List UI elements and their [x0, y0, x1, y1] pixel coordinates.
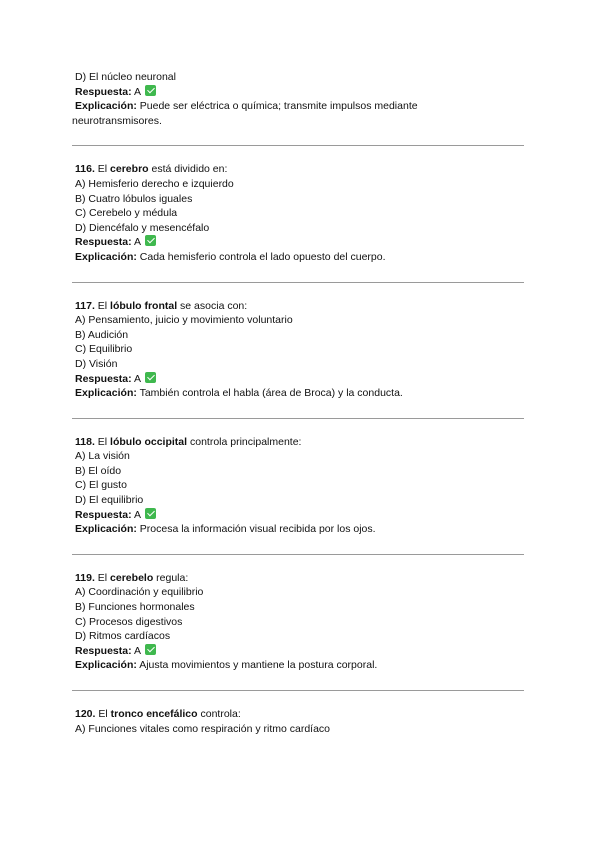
question-pre: El: [97, 299, 108, 312]
option-d: D) Diencéfalo y mesencéfalo: [75, 221, 210, 234]
question-pre: El: [97, 571, 108, 584]
explanation-text: Puede ser eléctrica o química; transmite impulsos mediante: [139, 100, 418, 113]
explanation-text: También controla el habla (área de Broca) y la conducta.: [139, 387, 403, 400]
option-c: C) Cerebelo y médula: [75, 207, 178, 220]
answer-line: [72, 644, 524, 659]
answer-label: Respuesta:: [75, 85, 132, 98]
explanation-line: [72, 386, 524, 401]
option-d: D) Visión: [75, 357, 118, 370]
option-a: A) Funciones vitales como respiración y ritmo cardíaco: [75, 722, 331, 735]
question-number: 117.: [75, 299, 95, 312]
option-a: A) Hemisferio derecho e izquierdo: [75, 177, 234, 190]
question-120: [72, 707, 524, 736]
question-118: [72, 435, 524, 537]
check-icon: [145, 644, 156, 655]
explanation-label: Explicación:: [75, 523, 137, 536]
question-119: [72, 571, 524, 673]
explanation-label: Explicación:: [75, 387, 137, 400]
option-b: B) Cuatro lóbulos iguales: [75, 192, 193, 205]
option-b: B) Audición: [75, 328, 129, 341]
question-post: está dividido en:: [151, 163, 228, 176]
question-title: [72, 299, 524, 314]
question-title: [72, 435, 524, 450]
question-pre: El: [97, 435, 108, 448]
answer-label: Respuesta:: [75, 508, 132, 521]
explanation-line: [72, 250, 524, 265]
answer-value: A: [133, 236, 141, 249]
explanation-label: Explicación:: [75, 250, 137, 263]
option-a: A) La visión: [75, 450, 130, 463]
option-c: C) Procesos digestivos: [75, 615, 183, 628]
option-a: A) Pensamiento, juicio y movimiento voluntario: [75, 314, 293, 327]
explanation-text: Cada hemisferio controla el lado opuesto del cuerpo.: [139, 250, 386, 263]
check-icon: [145, 508, 156, 519]
question-term: cerebelo: [110, 571, 154, 584]
explanation-label: Explicación:: [75, 100, 137, 113]
question-pre: El: [98, 708, 108, 720]
option-b: B) Funciones hormonales: [75, 601, 195, 614]
question-post: controla principalmente:: [189, 435, 302, 448]
question-post: se asocia con:: [180, 299, 248, 312]
question-title: [72, 707, 524, 722]
question-title: [72, 571, 524, 586]
explanation-line: [72, 658, 524, 673]
check-icon: [145, 235, 156, 246]
question-number: 116.: [75, 163, 95, 176]
option-c: C) Equilibrio: [75, 343, 133, 356]
answer-value: A: [133, 644, 141, 657]
question-title: [72, 162, 524, 177]
question-term: tronco encefálico: [110, 708, 198, 720]
question-117: [72, 299, 524, 401]
check-icon: [145, 85, 156, 96]
option-d: D) El equilibrio: [75, 494, 144, 507]
answer-label: Respuesta:: [75, 644, 132, 657]
explanation-text: Ajusta movimientos y mantiene la postura corporal.: [139, 659, 378, 672]
answer-value: A: [133, 85, 141, 98]
explanation-line: [72, 99, 524, 114]
option-b: B) El oído: [75, 464, 122, 477]
question-116: [72, 162, 524, 264]
answer-label: Respuesta:: [75, 236, 132, 249]
question-term: cerebro: [110, 163, 149, 176]
option-a: A) Coordinación y equilibrio: [75, 586, 204, 599]
option-d: D) El núcleo neuronal: [75, 71, 176, 83]
option-d: D) Ritmos cardíacos: [75, 630, 171, 643]
question-post: regula:: [156, 571, 189, 584]
question-number: 120.: [75, 708, 96, 720]
answer-line: [72, 235, 524, 250]
document-page: [72, 70, 524, 736]
explanation-text: Procesa la información visual recibida por los ojos.: [139, 523, 376, 536]
question-number: 119.: [75, 571, 95, 584]
option-c: C) El gusto: [75, 479, 127, 492]
answer-line: [72, 85, 524, 100]
explanation-line: [72, 522, 524, 537]
question-115-tail: [72, 70, 524, 128]
question-number: 118.: [75, 435, 95, 448]
explanation-label: Explicación:: [75, 659, 137, 672]
check-icon: [145, 372, 156, 383]
question-term: lóbulo frontal: [110, 299, 178, 312]
answer-value: A: [133, 508, 141, 521]
answer-line: [72, 508, 524, 523]
question-pre: El: [97, 163, 108, 176]
question-term: lóbulo occipital: [110, 435, 188, 448]
explanation-continuation: neurotransmisores.: [72, 114, 162, 127]
answer-label: Respuesta:: [75, 372, 132, 385]
question-post: controla:: [200, 708, 241, 720]
answer-line: [72, 372, 524, 387]
answer-value: A: [133, 372, 141, 385]
